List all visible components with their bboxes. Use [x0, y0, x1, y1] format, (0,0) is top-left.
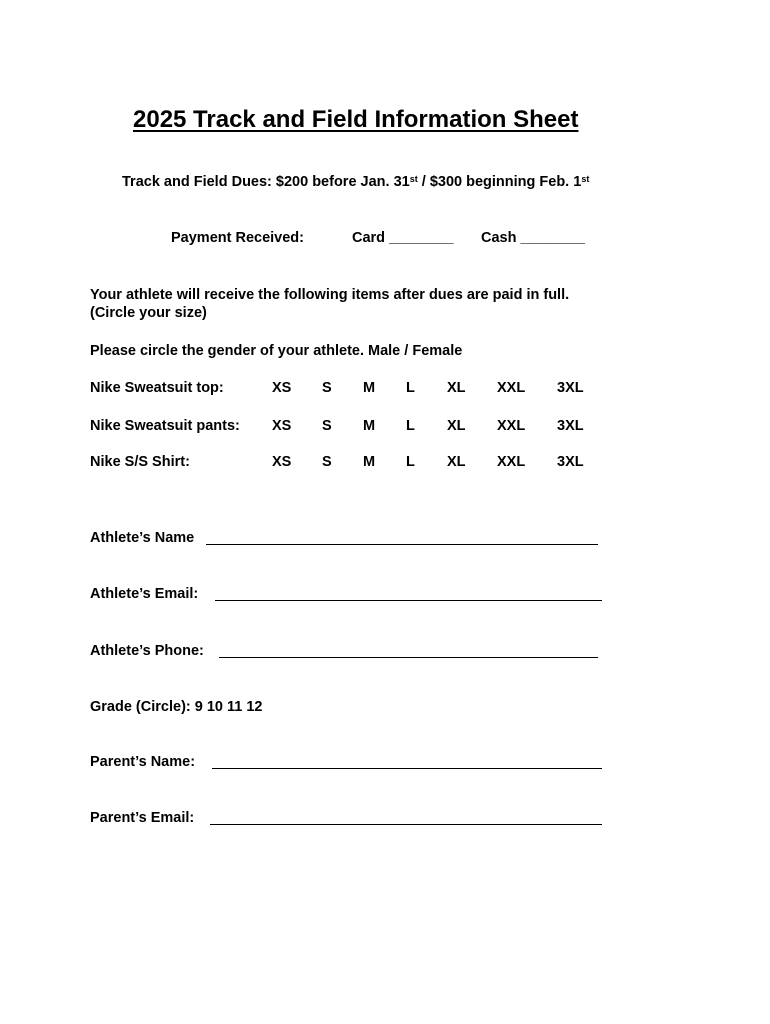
parent-name-label: Parent’s Name:: [90, 754, 196, 770]
size-option[interactable]: XS: [272, 454, 292, 470]
size-option[interactable]: M: [363, 454, 376, 470]
size-option[interactable]: XXL: [497, 454, 526, 470]
size-option[interactable]: 3XL: [557, 380, 584, 396]
apparel-label: Nike Sweatsuit pants:: [90, 418, 240, 434]
size-option[interactable]: S: [322, 454, 332, 470]
dues-sup-1: st: [409, 174, 418, 184]
dues-middle: / $300 beginning Feb. 1: [417, 174, 582, 190]
athlete-email-field[interactable]: [215, 584, 602, 601]
grade-circle[interactable]: Grade (Circle): 9 10 11 12: [90, 699, 263, 715]
apparel-label: Nike Sweatsuit top:: [90, 380, 224, 396]
size-option[interactable]: L: [406, 418, 415, 434]
size-option[interactable]: S: [322, 380, 332, 396]
athlete-email-label: Athlete’s Email:: [90, 586, 199, 602]
athlete-name-label: Athlete’s Name: [90, 530, 195, 546]
dues-line: [122, 173, 589, 191]
size-option[interactable]: XL: [447, 418, 466, 434]
athlete-name-field[interactable]: [206, 528, 598, 545]
size-option[interactable]: M: [363, 418, 376, 434]
size-option[interactable]: 3XL: [557, 454, 584, 470]
items-note-circle-size: (Circle your size): [90, 305, 207, 321]
dues-prefix: Track and Field Dues: $200 before Jan. 31: [122, 174, 410, 190]
parent-name-field[interactable]: [212, 752, 602, 769]
size-option[interactable]: L: [406, 380, 415, 396]
athlete-phone-label: Athlete’s Phone:: [90, 643, 204, 659]
gender-prompt[interactable]: Please circle the gender of your athlete. Male / Female: [90, 343, 463, 359]
size-option[interactable]: XS: [272, 380, 292, 396]
items-note: Your athlete will receive the following items after dues are paid in full.: [90, 287, 570, 303]
athlete-phone-field[interactable]: [219, 641, 598, 658]
size-option[interactable]: XL: [447, 454, 466, 470]
size-option[interactable]: XXL: [497, 418, 526, 434]
page-title: 2025 Track and Field Information Sheet: [133, 106, 579, 133]
parent-email-field[interactable]: [210, 808, 602, 825]
payment-label: Payment Received:: [171, 230, 304, 246]
size-option[interactable]: XS: [272, 418, 292, 434]
size-option[interactable]: XL: [447, 380, 466, 396]
size-option[interactable]: S: [322, 418, 332, 434]
payment-card-option[interactable]: Card ________: [352, 230, 454, 246]
dues-sup-2: st: [581, 174, 590, 184]
parent-email-label: Parent’s Email:: [90, 810, 195, 826]
size-option[interactable]: XXL: [497, 380, 526, 396]
payment-cash-option[interactable]: Cash ________: [481, 230, 585, 246]
size-option[interactable]: M: [363, 380, 376, 396]
apparel-label: Nike S/S Shirt:: [90, 454, 190, 470]
size-option[interactable]: 3XL: [557, 418, 584, 434]
size-option[interactable]: L: [406, 454, 415, 470]
